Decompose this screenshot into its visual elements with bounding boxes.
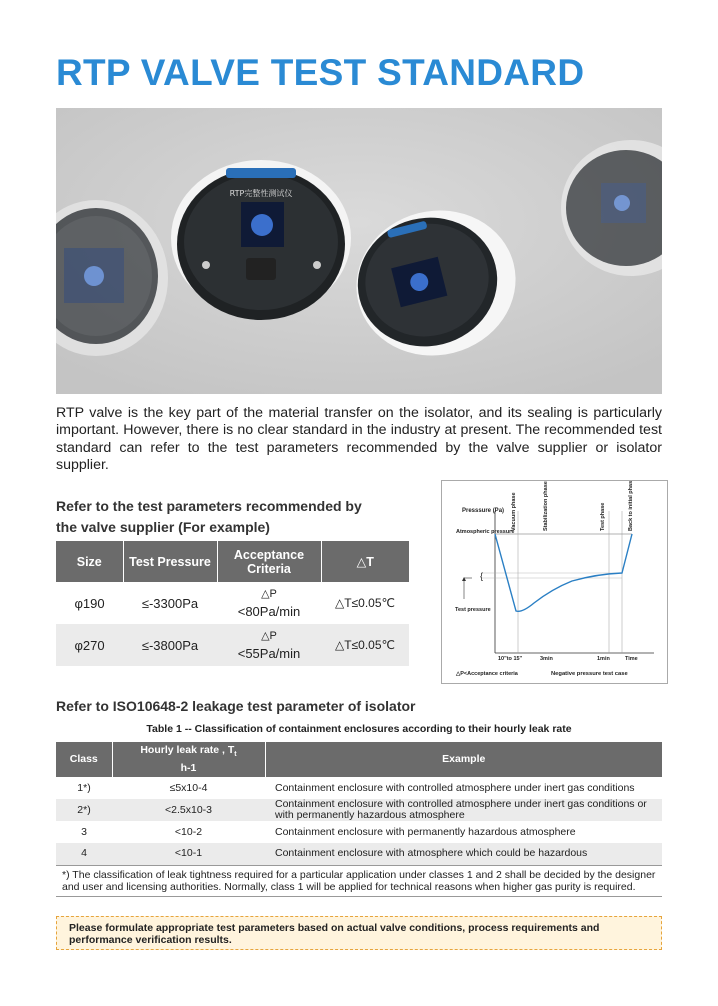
atmospheric-label: Atmospheric pressure (456, 529, 515, 535)
table-row (56, 582, 409, 624)
table-row (56, 843, 662, 865)
cell-pressure: ≤-3300Pa (141, 595, 199, 611)
delta-bracket: { (480, 571, 484, 581)
criteria-symbol: △P (261, 630, 277, 642)
table-row (56, 821, 662, 843)
product-hero-image (56, 108, 662, 394)
iso-section-heading: Refer to ISO10648-2 leakage test parameter of isolator (56, 698, 416, 714)
arrow-head (462, 577, 466, 581)
x-axis-label: Time (625, 656, 638, 662)
device-screen-label: RTP完整性测试仪 (229, 189, 293, 198)
cell-example: Containment enclosure with permanently hazardous atmosphere (275, 825, 576, 838)
header-hourly-leak-rate (112, 742, 265, 777)
cell-class: 3 (81, 825, 87, 838)
header-delta-t: △T (321, 541, 409, 582)
cell-criteria (217, 624, 321, 666)
table-footnote: *) The classification of leak tightness required for a particular application under classes 1 and 2 shall be decided by the designer and user and licensing authorities. Normally, class 1 will be applied for technical reasons when higher gas purity is required. (56, 865, 662, 896)
cell-class: 1*) (77, 781, 91, 794)
header-class: Class (56, 742, 112, 777)
diagram-legend: △P<Acceptance criteria (456, 671, 518, 677)
cell-rate: <10-1 (112, 843, 265, 865)
table-row (56, 799, 662, 821)
cell-example: Containment enclosure with controlled atmosphere under inert gas conditions or with permanently hazardous atmosphere (265, 799, 662, 821)
advisory-note: Please formulate appropriate test parameters based on actual valve conditions, process requirements and performance verification results. (56, 916, 662, 950)
x-tick-label: 1min (597, 656, 610, 662)
criteria-value: <80Pa/min (237, 604, 301, 619)
phase-label: Back to initial phase (628, 481, 634, 531)
cell-size: φ270 (56, 624, 123, 666)
cell-size: φ190 (74, 595, 105, 611)
header-size: Size (56, 541, 123, 582)
phase-label: Stabilization phase (543, 481, 549, 531)
header-acceptance-criteria: Acceptance Criteria (217, 541, 321, 582)
cell-criteria (217, 582, 321, 624)
cell-delta-t: △T≤0.05℃ (321, 624, 409, 666)
test-pressure-label: Test pressure (455, 607, 491, 613)
diagram-caption: Negative pressure test case (551, 671, 628, 677)
iso-leak-rate-table (56, 742, 662, 897)
cell-example: Containment enclosure with atmosphere which could be hazardous (265, 843, 662, 865)
criteria-symbol: △P (261, 588, 277, 600)
rate-header-unit: h-1 (180, 761, 197, 774)
cell-rate: <10-2 (174, 825, 203, 838)
cell-pressure: ≤-3800Pa (123, 624, 217, 666)
supplier-section-heading: Refer to the test parameters recommended by the valve supplier (For example) (56, 498, 362, 535)
intro-paragraph: RTP valve is the key part of the material transfer on the isolator, and its sealing is particularly important. However, there is no clear standard in the industry at present. The recommended test standard can refer to the test parameters recommended by the valve supplier or isolator supplier. (56, 405, 662, 474)
table-header-row (56, 742, 662, 777)
phase-label: Vacuum phase (511, 492, 517, 531)
cell-example: Containment enclosure with controlled atmosphere under inert gas conditions (275, 781, 635, 794)
phase-label: Test phase (600, 502, 606, 531)
y-axis-label: Presssure (Pa) (462, 508, 505, 514)
pressure-curve (495, 534, 632, 611)
rate-header-text: Hourly leak rate , T (140, 744, 235, 757)
table-row (56, 777, 662, 799)
cell-class: 2*) (56, 799, 112, 821)
supplier-parameters-table (56, 541, 409, 666)
cell-delta-t: △T≤0.05℃ (335, 595, 395, 610)
cell-class: 4 (56, 843, 112, 865)
cell-rate: <2.5x10-3 (112, 799, 265, 821)
rtp-tester-devices-illustration (56, 108, 662, 394)
x-tick-label: 10"to 15" (498, 656, 523, 662)
criteria-value: <55Pa/min (237, 646, 301, 661)
header-example: Example (265, 742, 662, 777)
header-test-pressure: Test Pressure (123, 541, 217, 582)
cell-rate: ≤5x10-4 (169, 781, 208, 794)
iso-table-caption: Table 1 -- Classification of containment enclosures according to their hourly leak rate (146, 723, 572, 735)
rate-header-sub: t (234, 751, 237, 759)
table-row (56, 624, 409, 666)
table-header-row (56, 541, 409, 582)
table-footnote-row (56, 865, 662, 896)
page-title: RTP VALVE TEST STANDARD (56, 52, 585, 93)
x-tick-label: 3min (540, 656, 553, 662)
pressure-test-diagram (441, 480, 668, 684)
